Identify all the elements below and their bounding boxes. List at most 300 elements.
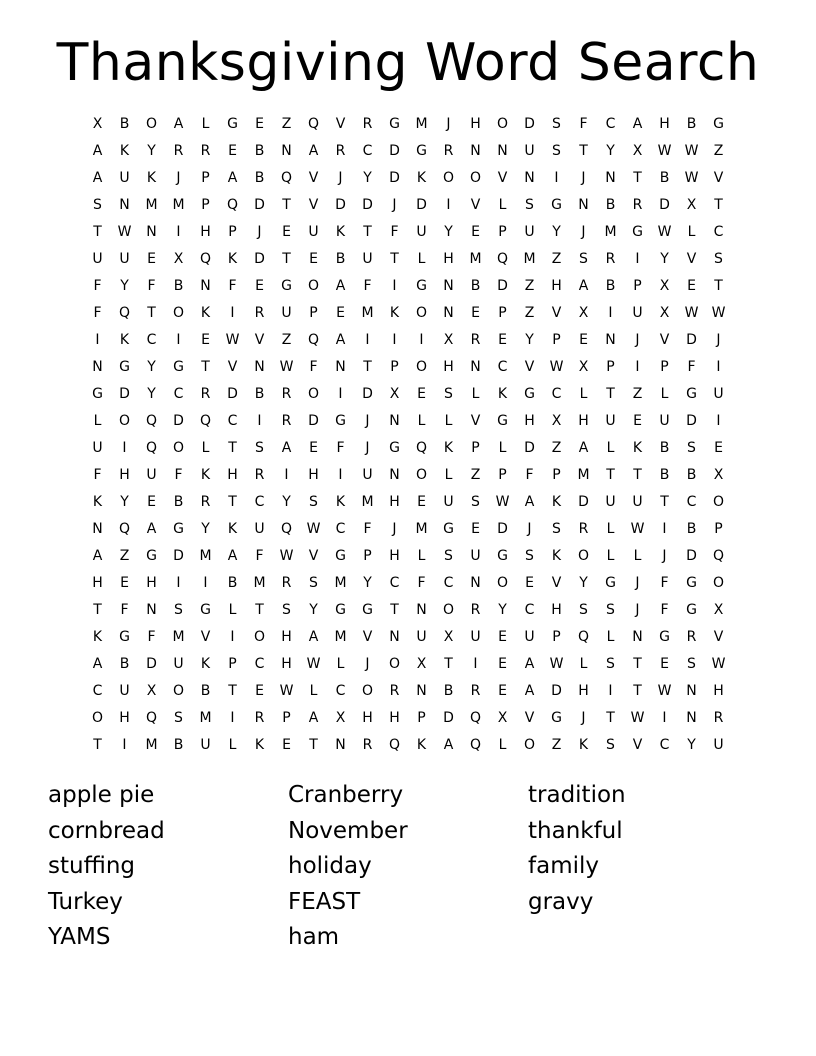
grid-letter[interactable]: D [497,278,508,294]
grid-letter[interactable]: A [146,521,157,537]
grid-letter[interactable]: H [551,278,562,294]
grid-letter[interactable]: C [254,656,265,672]
grid-letter[interactable]: P [498,467,507,483]
grid-letter[interactable]: C [335,521,346,537]
grid-letter[interactable]: B [686,116,697,132]
grid-letter[interactable]: W [279,359,294,375]
grid-letter[interactable]: P [390,359,399,375]
grid-letter[interactable]: G [173,359,184,375]
grid-letter[interactable]: L [687,224,696,240]
grid-letter[interactable]: R [200,494,211,510]
grid-letter[interactable]: P [633,278,642,294]
grid-letter[interactable]: G [389,116,400,132]
grid-letter[interactable]: U [524,629,535,645]
grid-letter[interactable]: R [200,386,211,402]
grid-letter[interactable]: L [444,467,453,483]
grid-letter[interactable]: L [660,386,669,402]
grid-letter[interactable]: Q [469,737,482,753]
grid-letter[interactable]: R [389,683,400,699]
grid-letter[interactable]: E [120,575,129,591]
grid-letter[interactable]: G [686,602,697,618]
grid-letter[interactable]: L [606,629,615,645]
grid-letter[interactable]: C [713,224,724,240]
grid-letter[interactable]: M [604,224,617,240]
grid-letter[interactable]: B [470,278,481,294]
grid-letter[interactable]: Q [280,521,293,537]
grid-letter[interactable]: S [174,710,183,726]
grid-letter[interactable]: M [253,575,266,591]
grid-letter[interactable]: K [227,251,238,267]
grid-letter[interactable]: W [279,683,294,699]
grid-letter[interactable]: O [469,170,482,186]
grid-letter[interactable]: A [92,143,103,159]
grid-letter[interactable]: B [686,521,697,537]
grid-letter[interactable]: U [524,224,535,240]
grid-letter[interactable]: H [119,710,130,726]
grid-letter[interactable]: T [147,305,156,321]
grid-letter[interactable]: B [605,197,616,213]
grid-letter[interactable]: B [686,467,697,483]
grid-letter[interactable]: G [200,602,211,618]
grid-letter[interactable]: D [524,116,535,132]
grid-letter[interactable]: R [470,602,481,618]
grid-letter[interactable]: B [335,251,346,267]
grid-letter[interactable]: X [443,332,454,348]
grid-letter[interactable]: C [389,575,400,591]
grid-letter[interactable]: X [659,305,670,321]
grid-letter[interactable]: I [365,332,370,348]
grid-letter[interactable]: J [338,170,343,186]
grid-letter[interactable]: F [228,278,237,294]
grid-letter[interactable]: R [470,332,481,348]
grid-letter[interactable]: D [578,494,589,510]
grid-letter[interactable]: L [93,413,102,429]
grid-letter[interactable]: O [172,683,185,699]
grid-letter[interactable]: E [282,224,291,240]
grid-letter[interactable]: X [686,197,697,213]
grid-letter[interactable]: I [473,656,478,672]
grid-letter[interactable]: M [199,710,212,726]
grid-letter[interactable]: A [524,683,535,699]
grid-letter[interactable]: S [687,440,696,456]
grid-letter[interactable]: P [201,170,210,186]
grid-letter[interactable]: S [606,602,615,618]
grid-letter[interactable]: C [497,359,508,375]
grid-letter[interactable]: R [281,413,292,429]
grid-letter[interactable]: A [632,116,643,132]
grid-letter[interactable]: Q [415,440,428,456]
grid-letter[interactable]: G [632,224,643,240]
grid-letter[interactable]: G [443,521,454,537]
grid-letter[interactable]: Z [551,251,562,267]
grid-letter[interactable]: E [498,683,507,699]
grid-letter[interactable]: E [687,278,696,294]
grid-letter[interactable]: S [444,386,453,402]
grid-letter[interactable]: P [552,332,561,348]
grid-letter[interactable]: L [417,548,426,564]
grid-letter[interactable]: N [497,143,508,159]
grid-letter[interactable]: E [633,413,642,429]
grid-letter[interactable]: R [254,710,265,726]
grid-letter[interactable]: H [389,548,400,564]
grid-letter[interactable]: G [686,386,697,402]
grid-letter[interactable]: A [281,440,292,456]
grid-letter[interactable]: I [230,305,235,321]
grid-letter[interactable]: T [282,251,291,267]
grid-letter[interactable]: O [415,467,428,483]
grid-letter[interactable]: W [630,710,645,726]
grid-letter[interactable]: V [632,737,643,753]
grid-letter[interactable]: T [363,224,372,240]
grid-letter[interactable]: K [632,440,643,456]
grid-letter[interactable]: S [282,602,291,618]
grid-letter[interactable]: J [392,197,397,213]
grid-letter[interactable]: T [660,494,669,510]
grid-letter[interactable]: N [254,359,265,375]
grid-letter[interactable]: P [471,440,480,456]
grid-letter[interactable]: M [361,494,374,510]
grid-letter[interactable]: U [470,548,481,564]
grid-letter[interactable]: J [446,116,451,132]
grid-letter[interactable]: N [470,143,481,159]
grid-letter[interactable]: D [686,548,697,564]
grid-letter[interactable]: S [714,251,723,267]
grid-letter[interactable]: E [471,521,480,537]
grid-letter[interactable]: N [686,683,697,699]
grid-letter[interactable]: K [497,386,508,402]
grid-letter[interactable]: N [335,359,346,375]
grid-letter[interactable]: J [365,440,370,456]
grid-letter[interactable]: Z [119,548,130,564]
grid-letter[interactable]: L [633,548,642,564]
grid-letter[interactable]: K [254,737,265,753]
grid-letter[interactable]: P [417,710,426,726]
grid-letter[interactable]: M [415,116,428,132]
grid-letter[interactable]: K [551,548,562,564]
grid-letter[interactable]: S [93,197,102,213]
grid-letter[interactable]: D [524,440,535,456]
grid-letter[interactable]: M [361,305,374,321]
grid-letter[interactable]: P [228,224,237,240]
grid-letter[interactable]: V [362,629,373,645]
grid-letter[interactable]: Y [147,143,156,159]
grid-letter[interactable]: U [254,521,265,537]
grid-letter[interactable]: H [227,467,238,483]
grid-letter[interactable]: X [659,278,670,294]
grid-letter[interactable]: O [415,359,428,375]
grid-letter[interactable]: V [524,710,535,726]
grid-letter[interactable]: N [200,278,211,294]
grid-letter[interactable]: P [363,548,372,564]
grid-letter[interactable]: I [230,629,235,645]
grid-letter[interactable]: Z [551,737,562,753]
grid-letter[interactable]: F [93,467,102,483]
grid-letter[interactable]: L [336,656,345,672]
grid-letter[interactable]: R [362,116,373,132]
grid-letter[interactable]: D [686,332,697,348]
grid-letter[interactable]: A [308,710,319,726]
grid-letter[interactable]: K [416,170,427,186]
grid-letter[interactable]: U [308,224,319,240]
grid-letter[interactable]: O [388,656,401,672]
grid-letter[interactable]: G [659,629,670,645]
grid-letter[interactable]: T [228,494,237,510]
grid-letter[interactable]: S [471,494,480,510]
grid-letter[interactable]: H [470,116,481,132]
grid-letter[interactable]: S [552,116,561,132]
grid-letter[interactable]: T [579,143,588,159]
grid-letter[interactable]: N [389,467,400,483]
grid-letter[interactable]: I [176,575,181,591]
grid-letter[interactable]: X [632,143,643,159]
grid-letter[interactable]: U [524,143,535,159]
grid-letter[interactable]: E [309,251,318,267]
grid-letter[interactable]: D [254,251,265,267]
grid-letter[interactable]: L [471,386,480,402]
grid-letter[interactable]: X [713,602,724,618]
grid-letter[interactable]: R [686,629,697,645]
grid-letter[interactable]: B [254,386,265,402]
grid-letter[interactable]: W [225,332,240,348]
grid-letter[interactable]: M [469,251,482,267]
grid-letter[interactable]: Y [498,602,507,618]
grid-letter[interactable]: D [227,386,238,402]
grid-letter[interactable]: L [417,251,426,267]
grid-letter[interactable]: I [284,467,289,483]
grid-letter[interactable]: L [498,737,507,753]
grid-letter[interactable]: Q [307,116,320,132]
grid-letter[interactable]: N [146,602,157,618]
grid-letter[interactable]: W [630,521,645,537]
grid-letter[interactable]: M [415,521,428,537]
grid-letter[interactable]: K [200,305,211,321]
grid-letter[interactable]: O [118,413,131,429]
grid-letter[interactable]: U [632,305,643,321]
grid-letter[interactable]: T [633,683,642,699]
grid-letter[interactable]: Y [363,575,372,591]
grid-letter[interactable]: H [281,629,292,645]
grid-letter[interactable]: D [335,197,346,213]
grid-letter[interactable]: G [497,413,508,429]
grid-letter[interactable]: N [470,359,481,375]
grid-letter[interactable]: I [230,710,235,726]
grid-letter[interactable]: R [443,143,454,159]
grid-letter[interactable]: W [684,143,699,159]
grid-letter[interactable]: R [470,683,481,699]
grid-letter[interactable]: W [657,683,672,699]
grid-letter[interactable]: U [659,413,670,429]
grid-letter[interactable]: M [334,575,347,591]
grid-letter[interactable]: I [419,332,424,348]
grid-letter[interactable]: D [443,710,454,726]
grid-letter[interactable]: N [281,143,292,159]
grid-letter[interactable]: D [389,143,400,159]
grid-letter[interactable]: F [174,467,183,483]
grid-letter[interactable]: A [443,737,454,753]
grid-letter[interactable]: A [335,278,346,294]
grid-letter[interactable]: H [551,602,562,618]
grid-letter[interactable]: P [606,359,615,375]
grid-letter[interactable]: H [362,710,373,726]
grid-letter[interactable]: Y [201,521,210,537]
grid-letter[interactable]: C [173,386,184,402]
grid-letter[interactable]: G [497,548,508,564]
grid-letter[interactable]: O [361,683,374,699]
grid-letter[interactable]: A [227,170,238,186]
grid-letter[interactable]: Q [145,710,158,726]
grid-letter[interactable]: D [551,683,562,699]
grid-letter[interactable]: O [496,575,509,591]
grid-letter[interactable]: B [443,683,454,699]
grid-letter[interactable]: L [606,521,615,537]
grid-letter[interactable]: W [684,305,699,321]
grid-letter[interactable]: Q [577,629,590,645]
grid-letter[interactable]: F [660,575,669,591]
grid-letter[interactable]: R [173,143,184,159]
grid-letter[interactable]: W [117,224,132,240]
grid-letter[interactable]: C [92,683,103,699]
grid-letter[interactable]: Q [712,548,725,564]
grid-letter[interactable]: T [282,197,291,213]
grid-letter[interactable]: D [254,197,265,213]
grid-letter[interactable]: V [200,629,211,645]
grid-letter[interactable]: C [551,386,562,402]
grid-letter[interactable]: W [684,170,699,186]
grid-letter[interactable]: G [551,197,562,213]
grid-letter[interactable]: I [95,332,100,348]
grid-letter[interactable]: T [633,467,642,483]
grid-letter[interactable]: U [200,737,211,753]
grid-letter[interactable]: N [470,575,481,591]
grid-letter[interactable]: D [173,413,184,429]
grid-letter[interactable]: F [147,278,156,294]
grid-letter[interactable]: L [201,440,210,456]
grid-letter[interactable]: S [255,440,264,456]
grid-letter[interactable]: X [578,359,589,375]
grid-letter[interactable]: C [524,602,535,618]
grid-letter[interactable]: F [660,602,669,618]
grid-letter[interactable]: V [470,197,481,213]
grid-letter[interactable]: U [119,251,130,267]
grid-letter[interactable]: J [662,548,667,564]
grid-letter[interactable]: L [228,737,237,753]
grid-letter[interactable]: G [335,413,346,429]
grid-letter[interactable]: T [228,440,237,456]
grid-letter[interactable]: B [254,170,265,186]
grid-letter[interactable]: N [416,683,427,699]
grid-letter[interactable]: E [498,332,507,348]
grid-letter[interactable]: T [309,737,318,753]
grid-letter[interactable]: U [713,386,724,402]
grid-letter[interactable]: P [201,197,210,213]
grid-letter[interactable]: D [659,197,670,213]
grid-letter[interactable]: B [227,575,238,591]
grid-letter[interactable]: X [497,710,508,726]
grid-letter[interactable]: I [392,278,397,294]
grid-letter[interactable]: E [471,224,480,240]
grid-letter[interactable]: O [442,170,455,186]
grid-letter[interactable]: Y [120,494,129,510]
grid-letter[interactable]: O [712,575,725,591]
grid-letter[interactable]: Q [496,251,509,267]
grid-letter[interactable]: A [92,170,103,186]
grid-letter[interactable]: K [119,143,130,159]
grid-letter[interactable]: G [173,521,184,537]
grid-letter[interactable]: I [203,575,208,591]
grid-letter[interactable]: U [416,224,427,240]
grid-letter[interactable]: N [92,359,103,375]
grid-letter[interactable]: S [552,521,561,537]
grid-letter[interactable]: V [308,170,319,186]
grid-letter[interactable]: E [417,494,426,510]
grid-letter[interactable]: N [335,737,346,753]
grid-letter[interactable]: C [362,143,373,159]
grid-letter[interactable]: Q [199,251,212,267]
grid-letter[interactable]: W [657,224,672,240]
grid-letter[interactable]: L [606,548,615,564]
grid-letter[interactable]: M [523,251,536,267]
grid-letter[interactable]: C [254,494,265,510]
grid-letter[interactable]: K [92,629,103,645]
grid-letter[interactable]: Y [579,575,588,591]
grid-letter[interactable]: E [498,629,507,645]
grid-letter[interactable]: R [578,521,589,537]
grid-letter[interactable]: G [92,386,103,402]
grid-letter[interactable]: E [147,494,156,510]
grid-letter[interactable]: U [362,251,373,267]
grid-letter[interactable]: J [716,332,721,348]
grid-letter[interactable]: Q [280,170,293,186]
grid-letter[interactable]: R [200,143,211,159]
grid-letter[interactable]: P [282,710,291,726]
grid-letter[interactable]: E [201,332,210,348]
grid-letter[interactable]: I [608,683,613,699]
grid-letter[interactable]: K [578,737,589,753]
grid-letter[interactable]: O [442,602,455,618]
grid-letter[interactable]: J [581,170,586,186]
grid-letter[interactable]: U [281,305,292,321]
grid-letter[interactable]: C [605,116,616,132]
grid-letter[interactable]: T [444,656,453,672]
grid-letter[interactable]: K [416,737,427,753]
grid-letter[interactable]: H [659,116,670,132]
grid-letter[interactable]: O [415,305,428,321]
grid-letter[interactable]: N [92,521,103,537]
grid-letter[interactable]: J [581,224,586,240]
grid-letter[interactable]: H [146,575,157,591]
grid-letter[interactable]: B [119,656,130,672]
grid-letter[interactable]: C [443,575,454,591]
grid-letter[interactable]: Y [309,602,318,618]
grid-letter[interactable]: D [308,413,319,429]
grid-letter[interactable]: D [686,413,697,429]
grid-letter[interactable]: Y [660,251,669,267]
grid-letter[interactable]: B [659,467,670,483]
grid-letter[interactable]: D [362,197,373,213]
grid-letter[interactable]: Q [388,737,401,753]
grid-letter[interactable]: U [416,629,427,645]
grid-letter[interactable]: Z [281,116,292,132]
grid-letter[interactable]: E [309,440,318,456]
grid-letter[interactable]: V [551,305,562,321]
grid-letter[interactable]: I [662,521,667,537]
grid-letter[interactable]: A [524,656,535,672]
grid-letter[interactable]: Y [120,278,129,294]
grid-letter[interactable]: F [363,521,372,537]
grid-letter[interactable]: X [443,629,454,645]
grid-letter[interactable]: B [254,143,265,159]
grid-letter[interactable]: R [281,386,292,402]
